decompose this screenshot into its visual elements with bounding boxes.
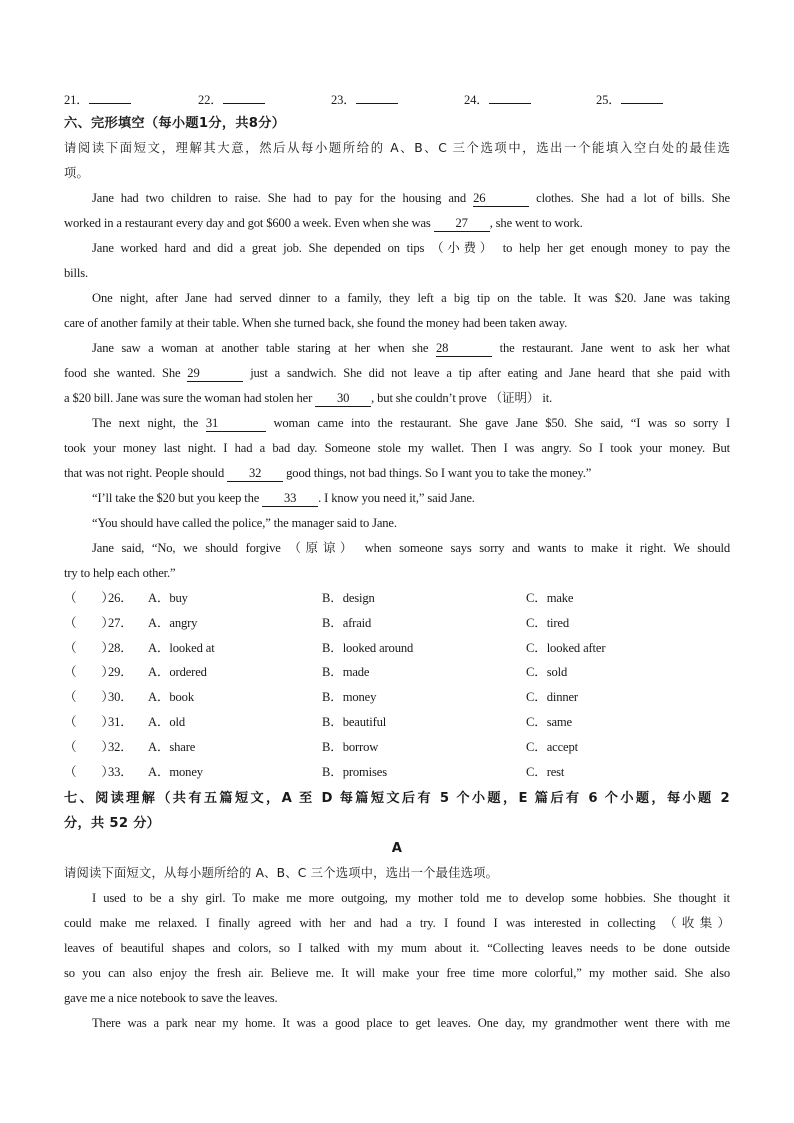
section7-instruction: 请阅读下面短文，从每小题所给的 A、B、C 三个选项中，选出一个最佳选项。 (64, 866, 499, 880)
cloze-paragraph-line (92, 336, 730, 361)
section6-instruction-cont: 项。 (64, 166, 89, 180)
answer-paren[interactable]: （ ） (64, 739, 114, 754)
text-run: that was not right. People should (64, 466, 228, 480)
cloze-paragraph-line: care of another family at their table. When she turned back, she found the money had been taken away. (64, 316, 568, 330)
cloze-paragraph-line: try to help each other.” (64, 566, 176, 580)
answer-paren[interactable]: （ ） (64, 591, 114, 605)
option-c[interactable]: C．sold (526, 665, 568, 680)
option-b[interactable]: B．promises (322, 764, 387, 779)
text-run: , she went to work. (489, 216, 583, 230)
question-number: 29． (108, 665, 133, 680)
cloze-paragraph-line (64, 386, 730, 411)
cloze-paragraph-line (92, 411, 730, 436)
answer-blank[interactable] (356, 89, 398, 104)
answer-blank[interactable] (223, 89, 265, 104)
option-a[interactable]: A．old (148, 715, 186, 729)
passage-label: A (391, 841, 403, 856)
text-run: the restaurant. Jane went to ask her what (491, 341, 731, 355)
option-c[interactable]: C．make (526, 591, 574, 605)
option-b[interactable]: B．beautiful (322, 715, 387, 729)
text-run: Jane had two children to raise. She had to pay for the housing and (92, 191, 474, 205)
blank-32[interactable]: 32 (227, 466, 283, 482)
option-b[interactable]: B．design (322, 591, 375, 605)
blank-30[interactable]: 30 (315, 391, 371, 407)
option-b[interactable]: B．afraid (322, 615, 372, 630)
answer-paren[interactable]: （ ） (64, 690, 114, 705)
cloze-paragraph-line: took your money last night. I had a bad day. Someone stole my wallet. Then I was angry. So I took your money. But (64, 441, 730, 455)
option-a[interactable]: A．ordered (148, 665, 207, 680)
option-a[interactable]: A．money (148, 764, 203, 779)
section7-title-cont: 分，共 52 分） (64, 816, 161, 831)
answer-blank[interactable] (489, 89, 531, 104)
option-b[interactable]: B．money (322, 690, 377, 705)
question-number: 30． (108, 690, 133, 705)
section6-title: 六、完形填空（每小题1分，共8分） (64, 116, 286, 131)
blank-31[interactable]: 31 (206, 416, 266, 432)
reading-paragraph-line: gave me a nice notebook to save the leaves. (64, 991, 278, 1005)
text-run: Jane saw a woman at another table staring at her when she (92, 341, 436, 355)
answer-slot-23[interactable] (331, 88, 398, 113)
option-b[interactable]: B．made (322, 665, 370, 680)
cloze-paragraph-line (92, 486, 730, 511)
option-c[interactable]: C．accept (526, 739, 578, 754)
answer-slot-25[interactable] (596, 88, 663, 113)
blank-26[interactable]: 26 (473, 191, 529, 207)
option-b[interactable]: B．looked around (322, 640, 414, 655)
option-a[interactable]: A．buy (148, 591, 188, 605)
cloze-paragraph-line: bills. (64, 266, 88, 280)
text-run: “I’ll take the $20 but you keep the (92, 491, 263, 505)
answer-paren[interactable]: （ ） (64, 715, 114, 729)
blank-27[interactable]: 27 (434, 216, 490, 232)
section6-instruction: 请阅读下面短文，理解其大意，然后从每小题所给的 A、B、C 三个选项中，选出一个能填入空白处的最佳选 (64, 141, 730, 155)
reading-paragraph-line: There was a park near my home. It was a good place to get leaves. One day, my grandmother went there with me (92, 1016, 730, 1030)
reading-paragraph-line: I used to be a shy girl. To make me more outgoing, my mother told me to develop some hobbies. She thought it (92, 891, 730, 905)
text-run: . I know you need it,” said Jane. (318, 491, 475, 505)
cloze-paragraph-line (92, 186, 730, 211)
reading-paragraph-line: so you can also enjoy the fresh air. Believe me. It will make your free time more colorful,” my mother said. She also (64, 966, 730, 980)
text-run: good things, not bad things. So I want you to take the money.” (283, 466, 592, 480)
answer-blank[interactable] (89, 89, 131, 104)
text-run: a $20 bill. Jane was sure the woman had stolen her (64, 391, 316, 405)
text-run: clothes. She had a lot of bills. She (529, 191, 730, 205)
answer-slot-21[interactable] (64, 88, 131, 113)
question-number: 27． (108, 615, 133, 630)
answer-paren[interactable]: （ ） (64, 615, 114, 630)
option-c[interactable]: C．rest (526, 764, 565, 779)
option-c[interactable]: C．same (526, 715, 572, 729)
question-number: 32． (108, 739, 133, 754)
option-a[interactable]: A．looked at (148, 640, 215, 655)
blank-33[interactable]: 33 (262, 491, 318, 507)
reading-paragraph-line: leaves of beautiful shapes and colors, so I talked with my mum about it. “Collecting leaves needs to be done outside (64, 941, 730, 955)
blank-28[interactable]: 28 (436, 341, 492, 357)
text-run: worked in a restaurant every day and got $600 a week. Even when she was (64, 216, 434, 230)
cloze-paragraph-line (64, 361, 730, 386)
text-run: just a sandwich. She did not leave a tip after eating and Jane heard that she paid with (243, 366, 730, 380)
answer-label: 22． (198, 93, 223, 107)
answer-label: 23． (331, 93, 356, 107)
answer-row (64, 88, 730, 113)
question-number: 28． (108, 640, 133, 655)
text-run: food she wanted. She (64, 366, 188, 380)
answer-label: 24． (464, 93, 489, 107)
section7-title: 七、阅读理解（共有五篇短文，A 至 D 每篇短文后有 5 个小题，E 篇后有 6 个小题，每小题 2 (64, 791, 730, 806)
text-run: , but she couldn’t prove （证明） it. (371, 391, 553, 405)
reading-paragraph-line: could make me relaxed. I finally agreed with her and had a try. I found I was interested in collecting （收集） (64, 916, 730, 930)
question-number: 31． (108, 715, 133, 729)
option-a[interactable]: A．share (148, 739, 196, 754)
cloze-paragraph-line: One night, after Jane had served dinner to a family, they left a big tip on the table. It was $20. Jane was taking (92, 291, 730, 305)
cloze-paragraph-line: Jane said, “No, we should forgive （原谅） when someone says sorry and wants to make it right. We should (92, 541, 730, 555)
option-c[interactable]: C．tired (526, 615, 570, 630)
option-c[interactable]: C．looked after (526, 640, 606, 655)
cloze-paragraph-line: “You should have called the police,” the manager said to Jane. (92, 516, 397, 530)
text-run: The next night, the (92, 416, 206, 430)
question-number: 33． (108, 764, 133, 779)
option-a[interactable]: A．angry (148, 615, 198, 630)
cloze-paragraph-line: Jane worked hard and did a great job. She depended on tips （小费） to help her get enough money to pay the (92, 241, 730, 255)
answer-paren[interactable]: （ ） (64, 764, 114, 779)
blank-29[interactable]: 29 (187, 366, 243, 382)
option-a[interactable]: A．book (148, 690, 194, 705)
option-c[interactable]: C．dinner (526, 690, 578, 705)
answer-blank[interactable] (621, 89, 663, 104)
cloze-paragraph-line (64, 211, 730, 236)
text-run: woman came into the restaurant. She gave Jane $50. She said, “I was so sorry I (265, 416, 730, 430)
option-b[interactable]: B．borrow (322, 739, 379, 754)
cloze-paragraph-line (64, 461, 730, 486)
answer-paren[interactable]: （ ） (64, 640, 114, 655)
question-number: 26． (108, 591, 133, 605)
answer-slot-24[interactable] (464, 88, 531, 113)
answer-label: 25． (596, 93, 621, 107)
answer-paren[interactable]: （ ） (64, 665, 114, 680)
answer-label: 21． (64, 93, 89, 107)
answer-slot-22[interactable] (198, 88, 265, 113)
